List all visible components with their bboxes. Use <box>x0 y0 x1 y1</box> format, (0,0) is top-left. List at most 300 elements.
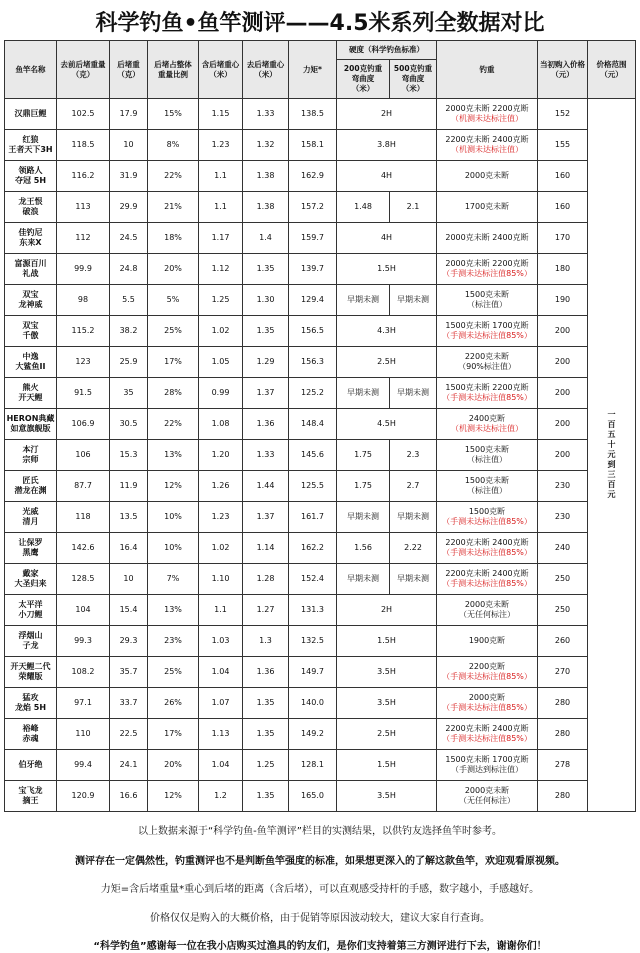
cog-with-rear: 1.1 <box>199 192 243 223</box>
rear-weight: 11.9 <box>110 471 148 502</box>
rear-weight: 10 <box>110 564 148 595</box>
table-row <box>5 688 636 719</box>
price-range-char: 元 <box>607 450 616 459</box>
note-source: 以上数据来源于“科学钓鱼-鱼竿测评”栏目的实测结果，以供钓友选择鱼竿时参考。 <box>138 826 502 837</box>
hardness: 3.5H <box>337 657 437 688</box>
rear-ratio: 5% <box>148 285 199 316</box>
cog-without-rear: 1.35 <box>243 316 289 347</box>
catch-weight <box>437 719 538 750</box>
first-price: 170 <box>538 223 588 254</box>
bend-200: 早期未测 <box>337 502 390 533</box>
cog-without-rear: 1.4 <box>243 223 289 254</box>
catch-weight-result: 2000克未断 2400克断 <box>445 233 529 242</box>
rod-name: 让保罗 黑鹰 <box>5 533 57 564</box>
torque: 148.4 <box>289 409 337 440</box>
torque: 128.1 <box>289 750 337 781</box>
table-row <box>5 471 636 502</box>
header-price-range: 价格范围 （元） <box>588 41 636 99</box>
catch-weight-result: 1500克未断 2200克断 <box>445 383 529 392</box>
torque: 162.2 <box>289 533 337 564</box>
first-price: 240 <box>538 533 588 564</box>
catch-weight <box>437 471 538 502</box>
rear-weight: 29.9 <box>110 192 148 223</box>
total-weight: 102.5 <box>57 99 110 130</box>
header-hardness: 硬度（科学钓鱼标准） <box>337 41 437 60</box>
cog-with-rear: 1.25 <box>199 285 243 316</box>
catch-weight-note: （标注值） <box>467 300 507 309</box>
cog-with-rear: 1.04 <box>199 657 243 688</box>
rod-name: 猛攻 龙焰 5H <box>5 688 57 719</box>
price-range-cell <box>588 99 636 812</box>
cog-with-rear: 1.23 <box>199 130 243 161</box>
rear-weight: 15.3 <box>110 440 148 471</box>
rod-name: 光威 清月 <box>5 502 57 533</box>
table-row <box>5 626 636 657</box>
catch-weight-result: 2000克未断 2200克断 <box>445 259 529 268</box>
rod-name: 浮烟山 子龙 <box>5 626 57 657</box>
cog-without-rear: 1.38 <box>243 161 289 192</box>
header-catch-weight: 钓重 <box>437 41 538 99</box>
hardness: 4.3H <box>337 316 437 347</box>
bend-500: 2.1 <box>390 192 437 223</box>
table-row <box>5 440 636 471</box>
catch-weight-result: 2000克未断 <box>464 600 510 609</box>
note-thanks: “科学钓鱼”感谢每一位在我小店购买过渔具的钓友们，是你们支持着第三方测评进行下去，谢谢你们！ <box>93 941 547 952</box>
hardness: 2.5H <box>337 719 437 750</box>
first-price: 270 <box>538 657 588 688</box>
catch-weight-note: （手测未达标注值85%） <box>442 579 532 588</box>
bend-500: 早期未测 <box>390 564 437 595</box>
cog-with-rear: 1.04 <box>199 750 243 781</box>
rear-ratio: 15% <box>148 99 199 130</box>
total-weight: 91.5 <box>57 378 110 409</box>
cog-with-rear: 1.23 <box>199 502 243 533</box>
cog-without-rear: 1.44 <box>243 471 289 502</box>
rear-weight: 33.7 <box>110 688 148 719</box>
rear-ratio: 17% <box>148 719 199 750</box>
cog-without-rear: 1.14 <box>243 533 289 564</box>
rear-weight: 29.3 <box>110 626 148 657</box>
cog-without-rear: 1.32 <box>243 130 289 161</box>
total-weight: 115.2 <box>57 316 110 347</box>
catch-weight-result: 2200克未断 2400克断 <box>445 724 529 733</box>
total-weight: 112 <box>57 223 110 254</box>
cog-with-rear: 1.2 <box>199 781 243 812</box>
bend-500: 2.3 <box>390 440 437 471</box>
rear-weight: 25.9 <box>110 347 148 378</box>
torque: 159.7 <box>289 223 337 254</box>
total-weight: 123 <box>57 347 110 378</box>
hardness: 3.8H <box>337 130 437 161</box>
table-row <box>5 533 636 564</box>
total-weight: 128.5 <box>57 564 110 595</box>
catch-weight <box>437 502 538 533</box>
total-weight: 106 <box>57 440 110 471</box>
rear-weight: 17.9 <box>110 99 148 130</box>
catch-weight <box>437 99 538 130</box>
torque: 125.2 <box>289 378 337 409</box>
torque: 161.7 <box>289 502 337 533</box>
catch-weight-result: 2200克未断 2400克断 <box>445 569 529 578</box>
rear-ratio: 21% <box>148 192 199 223</box>
catch-weight-result: 1900克断 <box>468 636 506 645</box>
cog-without-rear: 1.35 <box>243 781 289 812</box>
total-weight: 120.9 <box>57 781 110 812</box>
total-weight: 108.2 <box>57 657 110 688</box>
first-price: 280 <box>538 781 588 812</box>
catch-weight <box>437 316 538 347</box>
rear-weight: 24.5 <box>110 223 148 254</box>
rear-weight: 35 <box>110 378 148 409</box>
cog-with-rear: 1.07 <box>199 688 243 719</box>
catch-weight <box>437 533 538 564</box>
bend-500: 早期未测 <box>390 285 437 316</box>
rod-name: 开天鲤二代 荣耀版 <box>5 657 57 688</box>
rear-ratio: 7% <box>148 564 199 595</box>
rod-name: 裕峰 赤魂 <box>5 719 57 750</box>
catch-weight <box>437 378 538 409</box>
hardness: 2.5H <box>337 347 437 378</box>
rear-weight: 16.4 <box>110 533 148 564</box>
first-price: 200 <box>538 347 588 378</box>
torque: 145.6 <box>289 440 337 471</box>
catch-weight <box>437 657 538 688</box>
rod-name: HERON典藏 如意旗舰版 <box>5 409 57 440</box>
cog-with-rear: 1.1 <box>199 595 243 626</box>
hardness: 4.5H <box>337 409 437 440</box>
hardness: 1.5H <box>337 254 437 285</box>
catch-weight-note: （机测未达标注值） <box>451 114 523 123</box>
torque: 156.5 <box>289 316 337 347</box>
table-row <box>5 223 636 254</box>
cog-with-rear: 1.26 <box>199 471 243 502</box>
torque: 165.0 <box>289 781 337 812</box>
rear-ratio: 18% <box>148 223 199 254</box>
torque: 131.3 <box>289 595 337 626</box>
first-price: 155 <box>538 130 588 161</box>
table-row <box>5 347 636 378</box>
header-rear-ratio: 后堵占整体 重量比例 <box>148 41 199 99</box>
catch-weight-result: 2200克断 <box>468 662 506 671</box>
bend-200: 1.75 <box>337 440 390 471</box>
price-range-char: 十 <box>607 440 616 449</box>
rear-weight: 24.8 <box>110 254 148 285</box>
header-bend-500: 500克钓重 弯曲度 （米） <box>390 60 437 99</box>
hardness: 2H <box>337 595 437 626</box>
rear-ratio: 10% <box>148 533 199 564</box>
cog-without-rear: 1.36 <box>243 409 289 440</box>
cog-without-rear: 1.28 <box>243 564 289 595</box>
table-row <box>5 595 636 626</box>
price-range-char: 五 <box>607 430 616 439</box>
catch-weight-note: （手测未达标注值85%） <box>442 548 532 557</box>
table-body <box>5 99 636 812</box>
cog-with-rear: 1.12 <box>199 254 243 285</box>
header-first-price: 当初购入价格 （元） <box>538 41 588 99</box>
hardness: 1.5H <box>337 626 437 657</box>
catch-weight-note: （手测未达标注值85%） <box>442 703 532 712</box>
first-price: 180 <box>538 254 588 285</box>
catch-weight-note: （手测未达标注值85%） <box>442 331 532 340</box>
catch-weight-note: （标注值） <box>467 486 507 495</box>
rear-ratio: 20% <box>148 254 199 285</box>
header-name: 鱼竿名称 <box>5 41 57 99</box>
rear-ratio: 8% <box>148 130 199 161</box>
table-row <box>5 285 636 316</box>
table-row <box>5 564 636 595</box>
cog-without-rear: 1.37 <box>243 378 289 409</box>
table-row <box>5 409 636 440</box>
rear-ratio: 13% <box>148 595 199 626</box>
table-row <box>5 316 636 347</box>
cog-with-rear: 1.20 <box>199 440 243 471</box>
cog-without-rear: 1.30 <box>243 285 289 316</box>
bend-500: 早期未测 <box>390 378 437 409</box>
torque: 138.5 <box>289 99 337 130</box>
rear-weight: 15.4 <box>110 595 148 626</box>
catch-weight-result: 1500克未断 1700克断 <box>445 755 529 764</box>
catch-weight <box>437 192 538 223</box>
rod-name: 太平洋 小刀鲤 <box>5 595 57 626</box>
hardness: 1.5H <box>337 750 437 781</box>
rear-ratio: 10% <box>148 502 199 533</box>
table-row <box>5 378 636 409</box>
cog-with-rear: 1.17 <box>199 223 243 254</box>
catch-weight <box>437 161 538 192</box>
bend-500: 2.7 <box>390 471 437 502</box>
catch-weight <box>437 409 538 440</box>
catch-weight-note: （手测未达标注值85%） <box>442 269 532 278</box>
price-range-char: 百 <box>607 480 616 489</box>
price-range-char: 元 <box>607 490 616 499</box>
catch-weight <box>437 254 538 285</box>
total-weight: 142.6 <box>57 533 110 564</box>
catch-weight <box>437 626 538 657</box>
total-weight: 98 <box>57 285 110 316</box>
catch-weight-note: （手测达到标注值） <box>451 765 523 774</box>
cog-without-rear: 1.35 <box>243 254 289 285</box>
first-price: 200 <box>538 440 588 471</box>
total-weight: 99.9 <box>57 254 110 285</box>
bend-200: 1.75 <box>337 471 390 502</box>
price-range-char: 三 <box>607 470 616 479</box>
catch-weight <box>437 223 538 254</box>
catch-weight-note: （手测未达标注值85%） <box>442 672 532 681</box>
catch-weight-note: （无任何标注） <box>459 610 515 619</box>
total-weight: 87.7 <box>57 471 110 502</box>
price-range-char: 到 <box>607 460 616 469</box>
catch-weight <box>437 564 538 595</box>
catch-weight-note: （机测未达标注值） <box>451 145 523 154</box>
header-rear-weight: 后堵重 （克） <box>110 41 148 99</box>
catch-weight-result: 1500克未断 1700克断 <box>445 321 529 330</box>
catch-weight-note: （手测未达标注值85%） <box>442 734 532 743</box>
cog-with-rear: 1.08 <box>199 409 243 440</box>
hardness: 2H <box>337 99 437 130</box>
cog-without-rear: 1.3 <box>243 626 289 657</box>
total-weight: 118 <box>57 502 110 533</box>
total-weight: 104 <box>57 595 110 626</box>
rear-weight: 24.1 <box>110 750 148 781</box>
total-weight: 99.3 <box>57 626 110 657</box>
total-weight: 116.2 <box>57 161 110 192</box>
cog-without-rear: 1.35 <box>243 719 289 750</box>
rod-name: 红狼 王者天下3H <box>5 130 57 161</box>
torque: 149.7 <box>289 657 337 688</box>
cog-with-rear: 1.03 <box>199 626 243 657</box>
total-weight: 106.9 <box>57 409 110 440</box>
table-row <box>5 254 636 285</box>
table-row <box>5 130 636 161</box>
rear-weight: 16.6 <box>110 781 148 812</box>
catch-weight-note: （标注值） <box>467 455 507 464</box>
catch-weight <box>437 347 538 378</box>
rod-name: 领路人 夺冠 5H <box>5 161 57 192</box>
catch-weight-result: 2200克未断 2400克断 <box>445 135 529 144</box>
catch-weight-note: （手测未达标注值85%） <box>442 393 532 402</box>
catch-weight-note: （无任何标注） <box>459 796 515 805</box>
table-row <box>5 750 636 781</box>
cog-with-rear: 1.13 <box>199 719 243 750</box>
hardness: 3.5H <box>337 688 437 719</box>
total-weight: 99.4 <box>57 750 110 781</box>
cog-without-rear: 1.27 <box>243 595 289 626</box>
first-price: 250 <box>538 564 588 595</box>
catch-weight-result: 2000克未断 <box>464 171 510 180</box>
cog-without-rear: 1.25 <box>243 750 289 781</box>
rod-name: 戴家 大圣归来 <box>5 564 57 595</box>
rod-name: 本汀 宗师 <box>5 440 57 471</box>
table-row <box>5 502 636 533</box>
torque: 149.2 <box>289 719 337 750</box>
torque: 162.9 <box>289 161 337 192</box>
header-cog-without: 去后堵重心 （米） <box>243 41 289 99</box>
catch-weight-result: 1500克未断 <box>464 476 510 485</box>
table-row <box>5 161 636 192</box>
cog-with-rear: 1.15 <box>199 99 243 130</box>
bend-200: 早期未测 <box>337 285 390 316</box>
cog-with-rear: 1.02 <box>199 316 243 347</box>
table-row <box>5 192 636 223</box>
catch-weight <box>437 440 538 471</box>
rear-ratio: 20% <box>148 750 199 781</box>
catch-weight-result: 1500克未断 <box>464 290 510 299</box>
bend-200: 早期未测 <box>337 564 390 595</box>
rod-name: 匠氏 潜龙在渊 <box>5 471 57 502</box>
rear-weight: 31.9 <box>110 161 148 192</box>
torque: 139.7 <box>289 254 337 285</box>
cog-with-rear: 1.1 <box>199 161 243 192</box>
catch-weight-note: （手测未达标注值85%） <box>442 517 532 526</box>
rod-name: 宝飞龙 摘王 <box>5 781 57 812</box>
total-weight: 97.1 <box>57 688 110 719</box>
catch-weight-result: 2000克未断 <box>464 786 510 795</box>
bend-500: 2.22 <box>390 533 437 564</box>
cog-with-rear: 1.02 <box>199 533 243 564</box>
cog-without-rear: 1.33 <box>243 440 289 471</box>
note-price: 价格仅仅是购入的大概价格，由于促销等原因波动较大，建议大家自行查询。 <box>150 913 490 924</box>
rear-ratio: 12% <box>148 471 199 502</box>
rear-weight: 22.5 <box>110 719 148 750</box>
header-bend-200: 200克钓重 弯曲度 （米） <box>337 60 390 99</box>
rod-name: 伯牙绝 <box>5 750 57 781</box>
catch-weight <box>437 750 538 781</box>
first-price: 230 <box>538 471 588 502</box>
first-price: 280 <box>538 688 588 719</box>
hardness: 4H <box>337 223 437 254</box>
rear-ratio: 26% <box>148 688 199 719</box>
first-price: 260 <box>538 626 588 657</box>
rear-weight: 35.7 <box>110 657 148 688</box>
first-price: 200 <box>538 409 588 440</box>
rod-name: 汉鼎巨鲤 <box>5 99 57 130</box>
catch-weight <box>437 285 538 316</box>
cog-without-rear: 1.37 <box>243 502 289 533</box>
rear-ratio: 22% <box>148 409 199 440</box>
rear-weight: 5.5 <box>110 285 148 316</box>
rod-name: 双宝 龙神威 <box>5 285 57 316</box>
header-cog-with: 含后堵重心 （米） <box>199 41 243 99</box>
rear-ratio: 17% <box>148 347 199 378</box>
rear-ratio: 22% <box>148 161 199 192</box>
first-price: 230 <box>538 502 588 533</box>
catch-weight-result: 2000克未断 2200克断 <box>445 104 529 113</box>
rear-ratio: 13% <box>148 440 199 471</box>
catch-weight-note: （机测未达标注值） <box>451 424 523 433</box>
catch-weight-result: 2200克未断 2400克断 <box>445 538 529 547</box>
torque: 157.2 <box>289 192 337 223</box>
table-row <box>5 657 636 688</box>
torque: 129.4 <box>289 285 337 316</box>
first-price: 152 <box>538 99 588 130</box>
first-price: 280 <box>538 719 588 750</box>
rod-name: 熊火 开天鲤 <box>5 378 57 409</box>
rear-ratio: 23% <box>148 626 199 657</box>
total-weight: 110 <box>57 719 110 750</box>
first-price: 278 <box>538 750 588 781</box>
page-title: 科学钓鱼•鱼竿测评——4.5米系列全数据对比 <box>95 11 545 36</box>
rear-ratio: 12% <box>148 781 199 812</box>
cog-with-rear: 1.05 <box>199 347 243 378</box>
rod-comparison-table <box>4 40 636 812</box>
cog-with-rear: 1.10 <box>199 564 243 595</box>
cog-without-rear: 1.35 <box>243 688 289 719</box>
rod-name: 龙王恨 破浪 <box>5 192 57 223</box>
first-price: 160 <box>538 192 588 223</box>
table-row <box>5 99 636 130</box>
torque: 156.3 <box>289 347 337 378</box>
bend-200: 1.48 <box>337 192 390 223</box>
rear-ratio: 28% <box>148 378 199 409</box>
first-price: 160 <box>538 161 588 192</box>
bend-500: 早期未测 <box>390 502 437 533</box>
catch-weight <box>437 781 538 812</box>
rod-name: 佳钓尼 东来X <box>5 223 57 254</box>
rod-name: 中逸 大鲨鱼II <box>5 347 57 378</box>
rod-name: 双宝 千傲 <box>5 316 57 347</box>
rear-weight: 38.2 <box>110 316 148 347</box>
table-row <box>5 719 636 750</box>
bend-200: 早期未测 <box>337 378 390 409</box>
catch-weight-result: 2400克断 <box>468 414 506 423</box>
catch-weight <box>437 595 538 626</box>
rear-weight: 30.5 <box>110 409 148 440</box>
note-torque: 力矩=含后堵重量*重心到后堵的距离（含后堵），可以直观感受持杆的手感，数字越小，手感越好。 <box>100 884 540 895</box>
total-weight: 113 <box>57 192 110 223</box>
rear-weight: 10 <box>110 130 148 161</box>
rear-weight: 13.5 <box>110 502 148 533</box>
hardness: 4H <box>337 161 437 192</box>
